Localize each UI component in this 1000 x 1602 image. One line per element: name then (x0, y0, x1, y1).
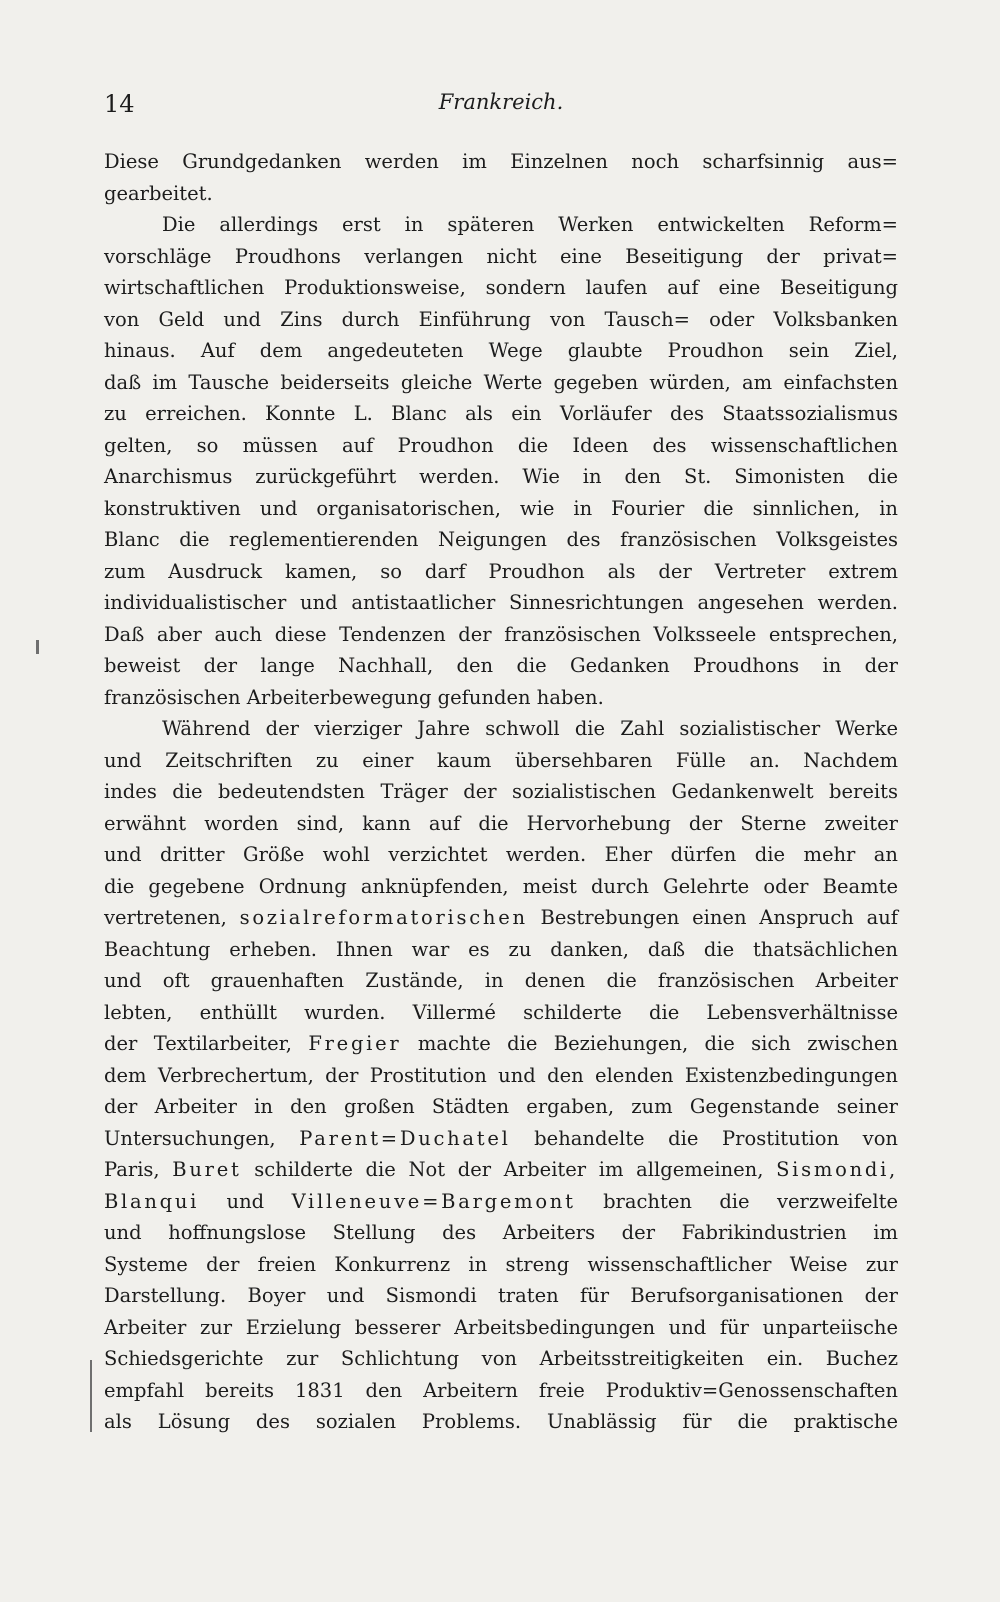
text-line: und hoffnungslose Stellung des Arbeiters der Fabrikindustrien im (104, 1221, 898, 1244)
text-line: und Zeitschriften zu einer kaum übersehbaren Fülle an. Nachdem (104, 748, 898, 772)
text-line: wirtschaftlichen Produktionsweise, sondern laufen auf eine Beseitigung (104, 276, 898, 299)
text-line: dem Verbrechertum, der Prostitution und den elenden Existenzbedingungen (104, 1063, 898, 1087)
text-line: die gegebene Ordnung anknüpfenden, meist durch Gelehrte oder Beamte (104, 874, 898, 898)
text-line: vorschläge Proudhons verlangen nicht eine Beseitigung der privat= (104, 244, 898, 268)
text-line: empfahl bereits 1831 den Arbeitern freie Produktiv=Genossenschaften (104, 1378, 898, 1402)
text-line: Blanc die reglementierenden Neigungen des französischen Volksgeistes (104, 528, 898, 551)
text-line: Blanqui und Villeneuve=Bargemont brachten die verzweifelte (104, 1189, 898, 1213)
text-line: von Geld und Zins durch Einführung von Tausch= oder Volksbanken (104, 307, 898, 331)
page-number: 14 (104, 90, 135, 118)
text-line: beweist der lange Nachhall, den die Gedanken Proudhons in der (104, 654, 898, 677)
text-line: als Lösung des sozialen Problems. Unablässig für die praktische (104, 1410, 898, 1433)
text-line: Anarchismus zurückgeführt werden. Wie in den St. Simonisten die (104, 465, 898, 488)
margin-pencil-mark (36, 640, 39, 654)
text-line: hinaus. Auf dem angedeuteten Wege glaubte Proudhon sein Ziel, (104, 339, 898, 362)
margin-pencil-mark (90, 1360, 92, 1432)
text-line: Darstellung. Boyer und Sismondi traten für Berufsorganisationen der (104, 1284, 898, 1307)
text-line: lebten, enthüllt wurden. Villermé schilderte die Lebensverhältnisse (104, 1000, 898, 1024)
text-line: Paris, Buret schilderte die Not der Arbeiter im allgemeinen, Sismondi, (104, 1158, 898, 1181)
text-line: der Arbeiter in den großen Städten ergaben, zum Gegenstande seiner (104, 1095, 898, 1118)
text-line: und dritter Größe wohl verzichtet werden. Eher dürfen die mehr an (104, 843, 898, 866)
page-header (104, 84, 898, 124)
text-line: individualistischer und antistaatlicher Sinnesrichtungen angesehen werden. (104, 591, 898, 614)
text-line: indes die bedeutendsten Träger der sozialistischen Gedankenwelt bereits (104, 780, 898, 803)
text-line: der Textilarbeiter, Fregier machte die Beziehungen, die sich zwischen (104, 1032, 898, 1055)
text-line: Systeme der freien Konkurrenz in streng wissenschaftlicher Weise zur (104, 1252, 898, 1276)
text-line: gelten, so müssen auf Proudhon die Ideen des wissenschaftlichen (104, 433, 898, 457)
text-line: zum Ausdruck kamen, so darf Proudhon als der Vertreter extrem (104, 559, 898, 583)
text-line: Schiedsgerichte zur Schlichtung von Arbeitsstreitigkeiten ein. Buchez (104, 1347, 898, 1370)
text-line: Diese Grundgedanken werden im Einzelnen noch scharfsinnig aus= (104, 150, 898, 173)
text-line: erwähnt worden sind, kann auf die Hervorhebung der Sterne zweiter (104, 811, 898, 835)
text-line: zu erreichen. Konnte L. Blanc als ein Vorläufer des Staatssozialismus (104, 402, 898, 425)
text-line: Die allerdings erst in späteren Werken entwickelten Reform= (162, 213, 898, 236)
text-line: vertretenen, sozialreformatorischen Bestrebungen einen Anspruch auf (104, 906, 898, 929)
text-line: Arbeiter zur Erzielung besserer Arbeitsbedingungen und für unparteiische (104, 1315, 898, 1339)
body-text (104, 146, 898, 1438)
text-line: Untersuchungen, Parent=Duchatel behandelte die Prostitution von (104, 1126, 898, 1150)
text-line: daß im Tausche beiderseits gleiche Werte gegeben würden, am einfachsten (104, 370, 898, 394)
text-line: und oft grauenhaften Zustände, in denen die französischen Arbeiter (104, 969, 898, 992)
running-title: Frankreich. (438, 90, 564, 114)
text-line: konstruktiven und organisatorischen, wie in Fourier die sinnlichen, in (104, 496, 898, 520)
text-line: Beachtung erheben. Ihnen war es zu danken, daß die thatsächlichen (104, 937, 898, 961)
text-line: Daß aber auch diese Tendenzen der französischen Volksseele entsprechen, (104, 622, 898, 646)
text-line: französischen Arbeiterbewegung gefunden haben. (104, 685, 604, 709)
text-line: Während der vierziger Jahre schwoll die Zahl sozialistischer Werke (162, 717, 898, 740)
text-line: gearbeitet. (104, 181, 213, 205)
